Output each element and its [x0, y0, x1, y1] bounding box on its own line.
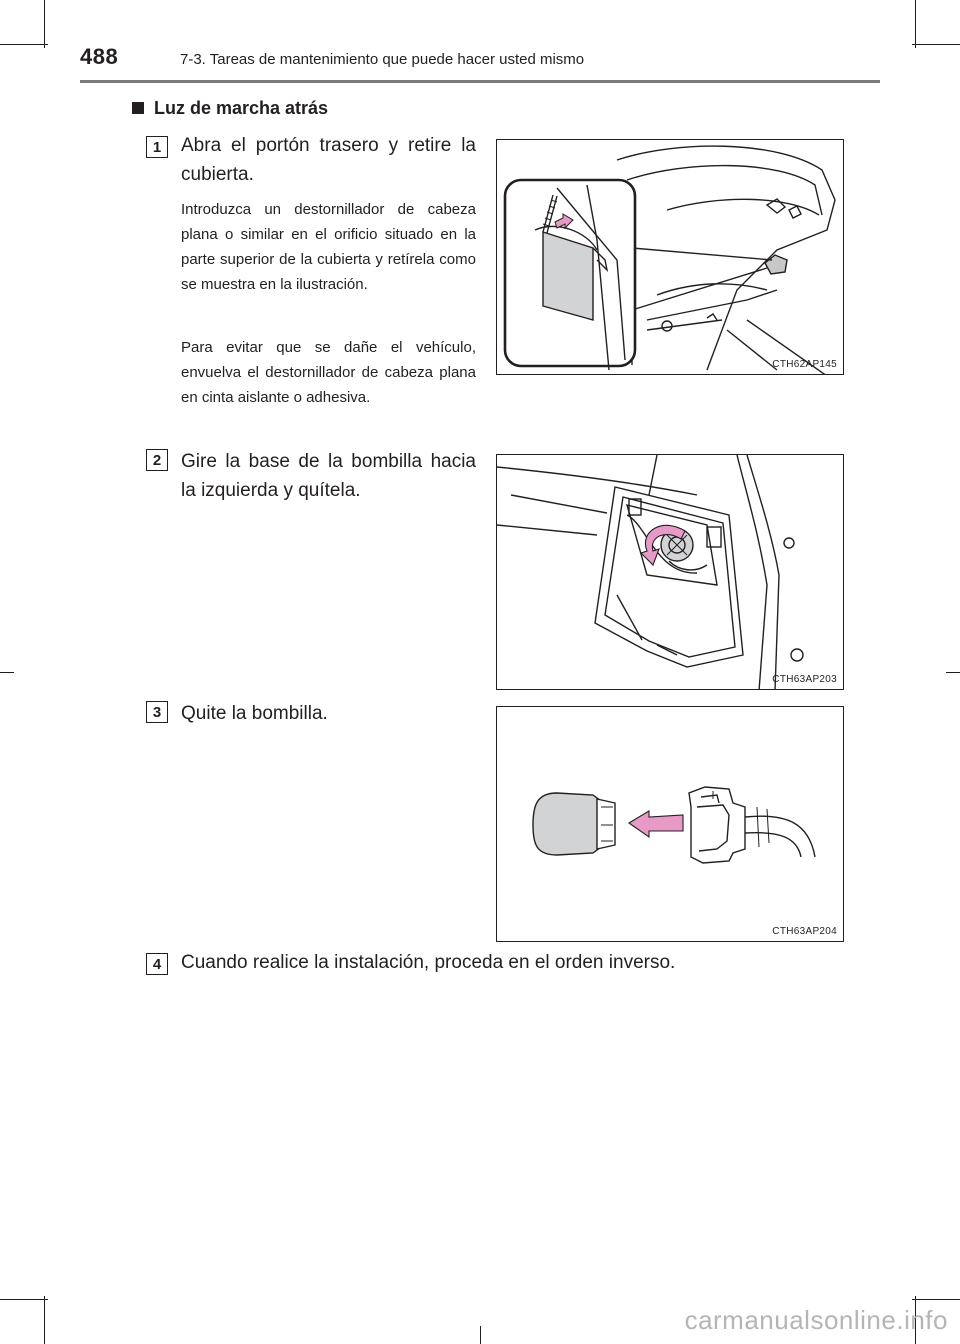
page-header: [80, 44, 880, 84]
header-rule: [80, 80, 880, 83]
figure-code-1: CTH62AP145: [772, 359, 837, 370]
step-number-2: 2: [146, 449, 168, 471]
figure-step-1: [496, 139, 844, 375]
chapter-title: 7-3. Tareas de mantenimiento que puede hacer usted mismo: [180, 51, 585, 68]
bulb-socket-illustration: [497, 455, 844, 690]
step-4-text: Cuando realice la instalación, proceda en el orden inverso.: [181, 952, 676, 973]
step-2-text: Gire la base de la bombilla hacia la izquierda y quítela.: [181, 451, 476, 501]
step-1-note-2: Para evitar que se dañe el vehículo, envuelva el destornillador de cabeza plana en cinta aislante o adhesiva.: [181, 339, 476, 406]
step-1-text: Abra el portón trasero y retire la cubierta.: [181, 135, 476, 185]
figure-code-2: CTH63AP203: [772, 674, 837, 685]
step-number-4: 4: [146, 953, 168, 975]
tailgate-cover-illustration: [497, 140, 844, 375]
step-number-3: 3: [146, 701, 168, 723]
figure-step-2: [496, 454, 844, 690]
section-heading: [132, 98, 328, 119]
figure-code-3: CTH63AP204: [772, 926, 837, 937]
step-1-note-1: Introduzca un destornillador de cabeza plana o similar en el orificio situado en la parte superior de la cubierta y retírela como se muestra en la ilustración.: [181, 201, 476, 293]
step-number-1: 1: [146, 136, 168, 158]
section-heading-text: Luz de marcha atrás: [154, 98, 329, 118]
figure-step-3: [496, 706, 844, 942]
bulb-removal-illustration: [497, 707, 844, 942]
page-number: 488: [80, 44, 119, 69]
square-bullet-icon: [132, 102, 144, 114]
step-3-text: Quite la bombilla.: [181, 703, 328, 724]
watermark: carmanualsonline.info: [684, 1305, 948, 1335]
